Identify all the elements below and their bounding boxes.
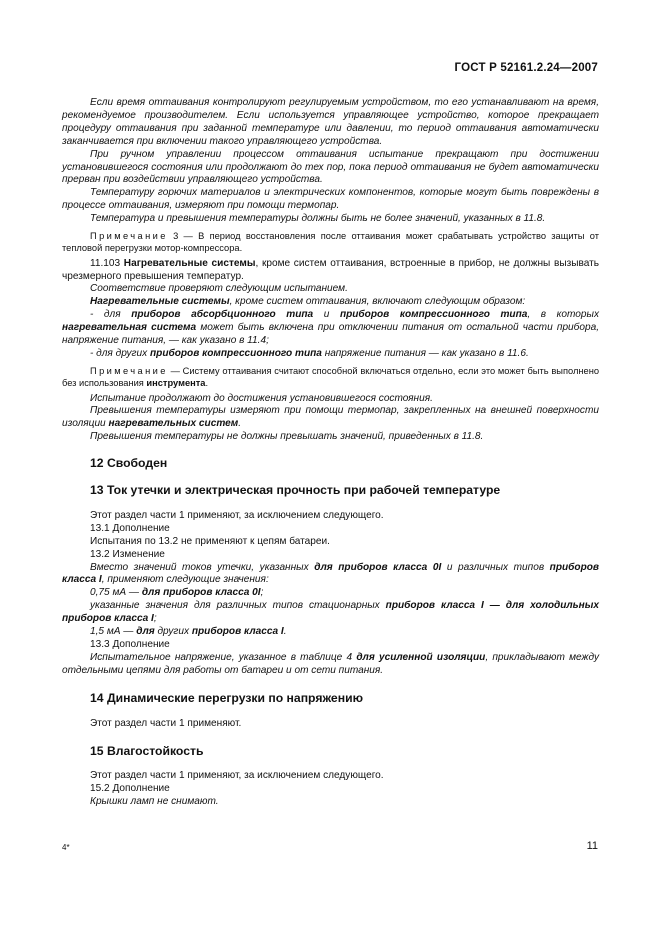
section-14-heading: 14 Динамические перегрузки по напряжению <box>90 690 363 705</box>
note-text: 3 — В период восстановления после оттаивания может срабатывать устройство защиты от тепловой перегрузки мотор-компрессора. <box>62 231 599 254</box>
note-label: Примечание <box>90 365 168 376</box>
clause-15-2-text: Крышки ламп не снимают. <box>90 796 219 808</box>
clause-15-2: 15.2 Дополнение <box>90 783 170 795</box>
term-compression: приборов компрессионного типа <box>339 309 528 321</box>
term-class-i: приборов класса I <box>191 626 284 638</box>
value-class-0i <box>62 587 599 600</box>
sheet-signature-mark: 4* <box>62 843 70 852</box>
text-run: и <box>313 309 340 321</box>
note-text: — Систему оттаивания считают способной включаться отдельно, если это может быть выполнено без использования <box>62 365 599 389</box>
clause-13-2: 13.2 Изменение <box>90 548 165 560</box>
note-text: . <box>205 378 209 389</box>
page-number: 11 <box>586 840 598 852</box>
term-class-i: приборов класса I <box>62 561 599 586</box>
section-15-heading: 15 Влагостойкость <box>90 743 204 758</box>
section-14-text: Этот раздел части 1 применяют. <box>90 717 242 729</box>
text-run: ; <box>153 613 157 625</box>
text-run: - для <box>90 309 132 321</box>
clause-text: , кроме систем оттаивания, встроенные в прибор, не должны вызывать чрезмерного превышения температур. <box>62 257 599 282</box>
paragraph-absorption-list-item <box>62 309 599 348</box>
paragraph-temp-limits: Температура и превышения температуры должны быть не более значений, указанных в 11.8. <box>90 213 546 225</box>
text-run: , в которых <box>527 309 599 321</box>
text-run: - для других <box>90 348 150 359</box>
text-run: Вместо значений токов утечки, указанных <box>90 561 315 573</box>
clause-13-1: 13.1 Дополнение <box>90 522 170 534</box>
text-run: может быть включена при отключении питания от остальной части прибора, напряжение питания, — как указано в 11.4; <box>62 322 599 347</box>
paragraph-defrost-time: Если время оттаивания контролируют регулируемым устройством, то его устанавливают на время, рекомендуемое производителем. Если используется управляющее устройство, которое прекращает процедуру оттаивания при заданной температуре или давлении, то период оттаивания автоматически заканчивается при включении такого управляющего устройства. <box>62 97 599 147</box>
paragraph-compliance: Соответствие проверяют следующим испытанием. <box>90 283 348 295</box>
paragraph-flammable-temp: Температуру горючих материалов и электрических компонентов, которые могут быть повреждены в процессе оттаивания, измеряют при помощи термопар. <box>62 187 599 212</box>
text-run: , применяют следующие значения: <box>101 574 269 586</box>
section-12-heading: 12 Свободен <box>90 456 168 471</box>
text-run: . <box>283 626 287 638</box>
value-other-class-i <box>62 626 599 639</box>
paragraph-11-103 <box>62 258 599 284</box>
term-compression: приборов компрессионного типа <box>149 348 322 359</box>
paragraph-heating-switch <box>62 296 599 309</box>
note-3 <box>62 230 599 255</box>
text-run: 1,5 мА — <box>90 626 137 638</box>
term-absorption: приборов абсорбционного типа <box>131 309 314 321</box>
section-13-intro: Этот раздел части 1 применяют, за исключением следующего. <box>90 509 384 521</box>
term-heating-system: нагревательная система <box>62 322 197 334</box>
paragraph-steady-state: Испытание продолжают до достижения установившегося состояния. <box>90 392 433 404</box>
paragraph-manual-control: При ручном управлении процессом оттаивания испытание прекращают при достижении установившегося состояния или продолжают до тех пор, пока период оттаивания не будет автоматически прерван при воздействии управляющего устройства. <box>62 148 599 186</box>
section-15-intro: Этот раздел части 1 применяют, за исключением следующего. <box>90 770 384 782</box>
text-run: и различных типов <box>441 561 550 573</box>
text-run: ; <box>260 587 264 599</box>
value-stationary-class-i <box>62 600 599 626</box>
text-run: для <box>136 626 155 638</box>
clause-13-3-text <box>62 652 599 678</box>
paragraph-thermocouples <box>62 405 599 431</box>
text-run: . <box>238 418 242 430</box>
paragraph-compression-list-item <box>62 348 599 361</box>
term-class-0i: для приборов класса 0I <box>314 561 442 573</box>
term-heating-systems: нагревательных систем <box>108 418 239 430</box>
text-run: 0,75 мА — <box>90 587 142 599</box>
section-13-heading: 13 Ток утечки и электрическая прочность при рабочей температуре <box>90 483 501 498</box>
text-run: других <box>154 626 192 638</box>
note-label: Примечание <box>90 231 168 242</box>
term-reinforced-insulation: для усиленной изоляции <box>356 651 486 663</box>
term-heating-systems: Нагревательные системы <box>123 257 256 269</box>
text-run: напряжение питания — как указано в 11.6. <box>321 348 529 359</box>
term-class-0i: для приборов класса 0I <box>141 587 261 599</box>
clause-13-1-text: Испытания по 13.2 не применяют к цепям батареи. <box>90 535 330 547</box>
note-defrost <box>62 365 599 390</box>
clause-13-3: 13.3 Дополнение <box>90 639 170 650</box>
clause-number: 11.103 <box>90 257 124 269</box>
clause-text: , кроме систем оттаивания, включают следующим образом: <box>229 296 526 308</box>
document-code-header: ГОСТ Р 52161.2.24—2007 <box>454 62 598 74</box>
term-tool: инструмента <box>146 378 206 389</box>
text-run: , прикладывают между отдельными цепями для работы от батареи и от сети питания. <box>62 651 599 676</box>
clause-13-2-text <box>62 562 599 588</box>
paragraph-temp-rise-limit: Превышения температуры не должны превышать значений, приведенных в 11.8. <box>90 431 484 443</box>
text-run: Испытательное напряжение, указанное в таблице 4 <box>90 651 357 663</box>
term-class-i-refrigerating: приборов класса I — для холодильных приборов класса I <box>62 600 599 625</box>
text-run: указанные значения для различных типов стационарных <box>90 600 386 612</box>
term-heating-systems: Нагревательные системы <box>90 296 230 308</box>
document-body <box>62 97 599 809</box>
text-run: Превышения температуры измеряют при помощи термопар, закрепленных на внешней поверхности изоляции <box>62 405 599 430</box>
